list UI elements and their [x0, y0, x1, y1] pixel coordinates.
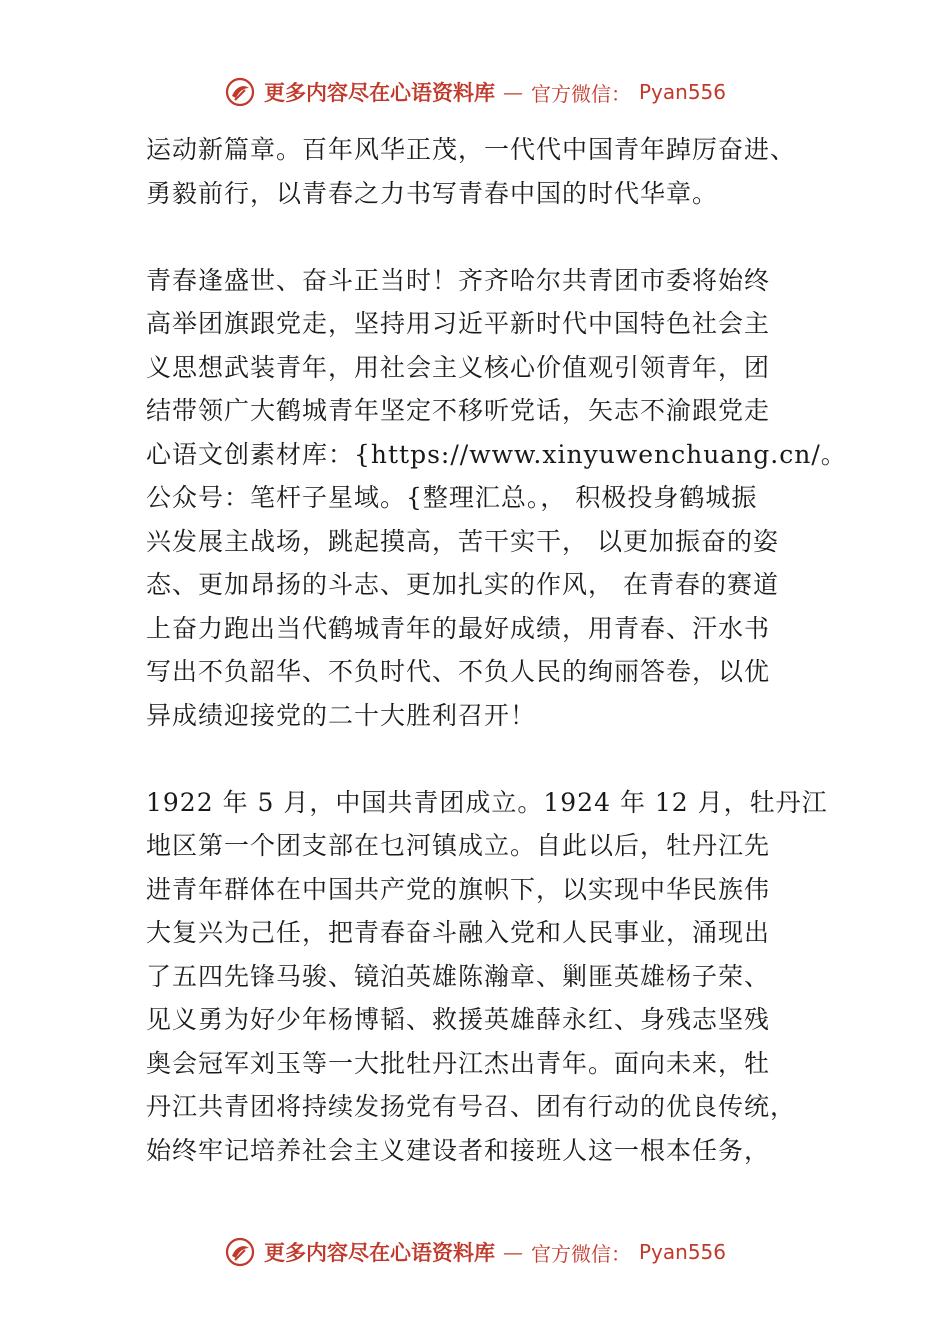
text-line: 1922 年 5 月，中国共青团成立。1924 年 12 月，牡丹江	[146, 787, 828, 817]
text-line: 上奋力跑出当代鹤城青年的最好成绩，用青春、汗水书	[146, 613, 771, 643]
footer-separator: —	[502, 1240, 523, 1264]
header-separator: —	[502, 80, 523, 104]
text-line: 高举团旗跟党走，坚持用习近平新时代中国特色社会主	[146, 309, 771, 338]
text-line: 丹江共青团将持续发扬党有号召、团有行动的优良传统，	[146, 1092, 797, 1121]
text-line: 写出不负韶华、不负时代、不负人民的绚丽答卷，以优	[146, 657, 771, 686]
brand-logo-icon	[224, 76, 256, 108]
text-line: 奥会冠军刘玉等一大批牡丹江杰出青年。面向未来，牡	[146, 1048, 771, 1078]
text-line: 勇毅前行，以青春之力书写青春中国的时代华章。	[146, 178, 719, 208]
paragraph-3	[146, 781, 826, 1173]
header-brand: 更多内容尽在心语资料库	[263, 80, 495, 105]
text-line: 地区第一个团支部在乜河镇成立。自此以后，牡丹江先	[146, 831, 771, 860]
text-line: 大复兴为己任，把青春奋斗融入党和人民事业，涌现出	[146, 918, 771, 947]
footer-banner	[0, 1232, 950, 1272]
header-wechat-label: 官方微信：	[530, 81, 631, 106]
text-line: 见义勇为好少年杨博韬、救援英雄薛永红、身残志坚残	[146, 1005, 771, 1034]
footer-wechat-label: 官方微信：	[530, 1241, 631, 1266]
text-line: 始终牢记培养社会主义建设者和接班人这一根本任务，	[146, 1135, 771, 1165]
document-body	[146, 128, 847, 1172]
header-banner	[0, 72, 950, 112]
paragraph-1	[146, 128, 826, 215]
text-line: 进青年群体在中国共产党的旗帜下，以实现中华民族伟	[146, 874, 771, 904]
text-line: 态、更加昂扬的斗志、更加扎实的作风， 在青春的赛道	[146, 570, 779, 599]
text-line: 结带领广大鹤城青年坚定不移听党话，矢志不渝跟党走	[146, 396, 771, 425]
text-line: 心语文创素材库：{https://www.xinyuwenchuang.cn/。	[146, 439, 847, 469]
footer-wechat-id: Pyan556	[638, 1240, 726, 1264]
header-wechat-id: Pyan556	[638, 80, 726, 104]
text-line: 义思想武装青年，用社会主义核心价值观引领青年，团	[146, 352, 771, 382]
footer-brand: 更多内容尽在心语资料库	[263, 1240, 495, 1265]
text-line: 兴发展主战场，跳起摸高，苦干实干， 以更加振奋的姿	[146, 526, 779, 556]
text-line: 运动新篇章。百年风华正茂，一代代中国青年踔厉奋进、	[146, 135, 797, 164]
text-line: 公众号：笔杆子星域。{整理汇总。， 积极投身鹤城振	[146, 483, 758, 512]
paragraph-2	[146, 259, 847, 738]
text-line: 了五四先锋马骏、镜泊英雄陈瀚章、剿匪英雄杨子荣、	[146, 961, 771, 991]
text-line: 异成绩迎接党的二十大胜利召开！	[146, 700, 537, 730]
text-line: 青春逢盛世、奋斗正当时！齐齐哈尔共青团市委将始终	[146, 265, 771, 295]
brand-logo-icon	[224, 1236, 256, 1268]
